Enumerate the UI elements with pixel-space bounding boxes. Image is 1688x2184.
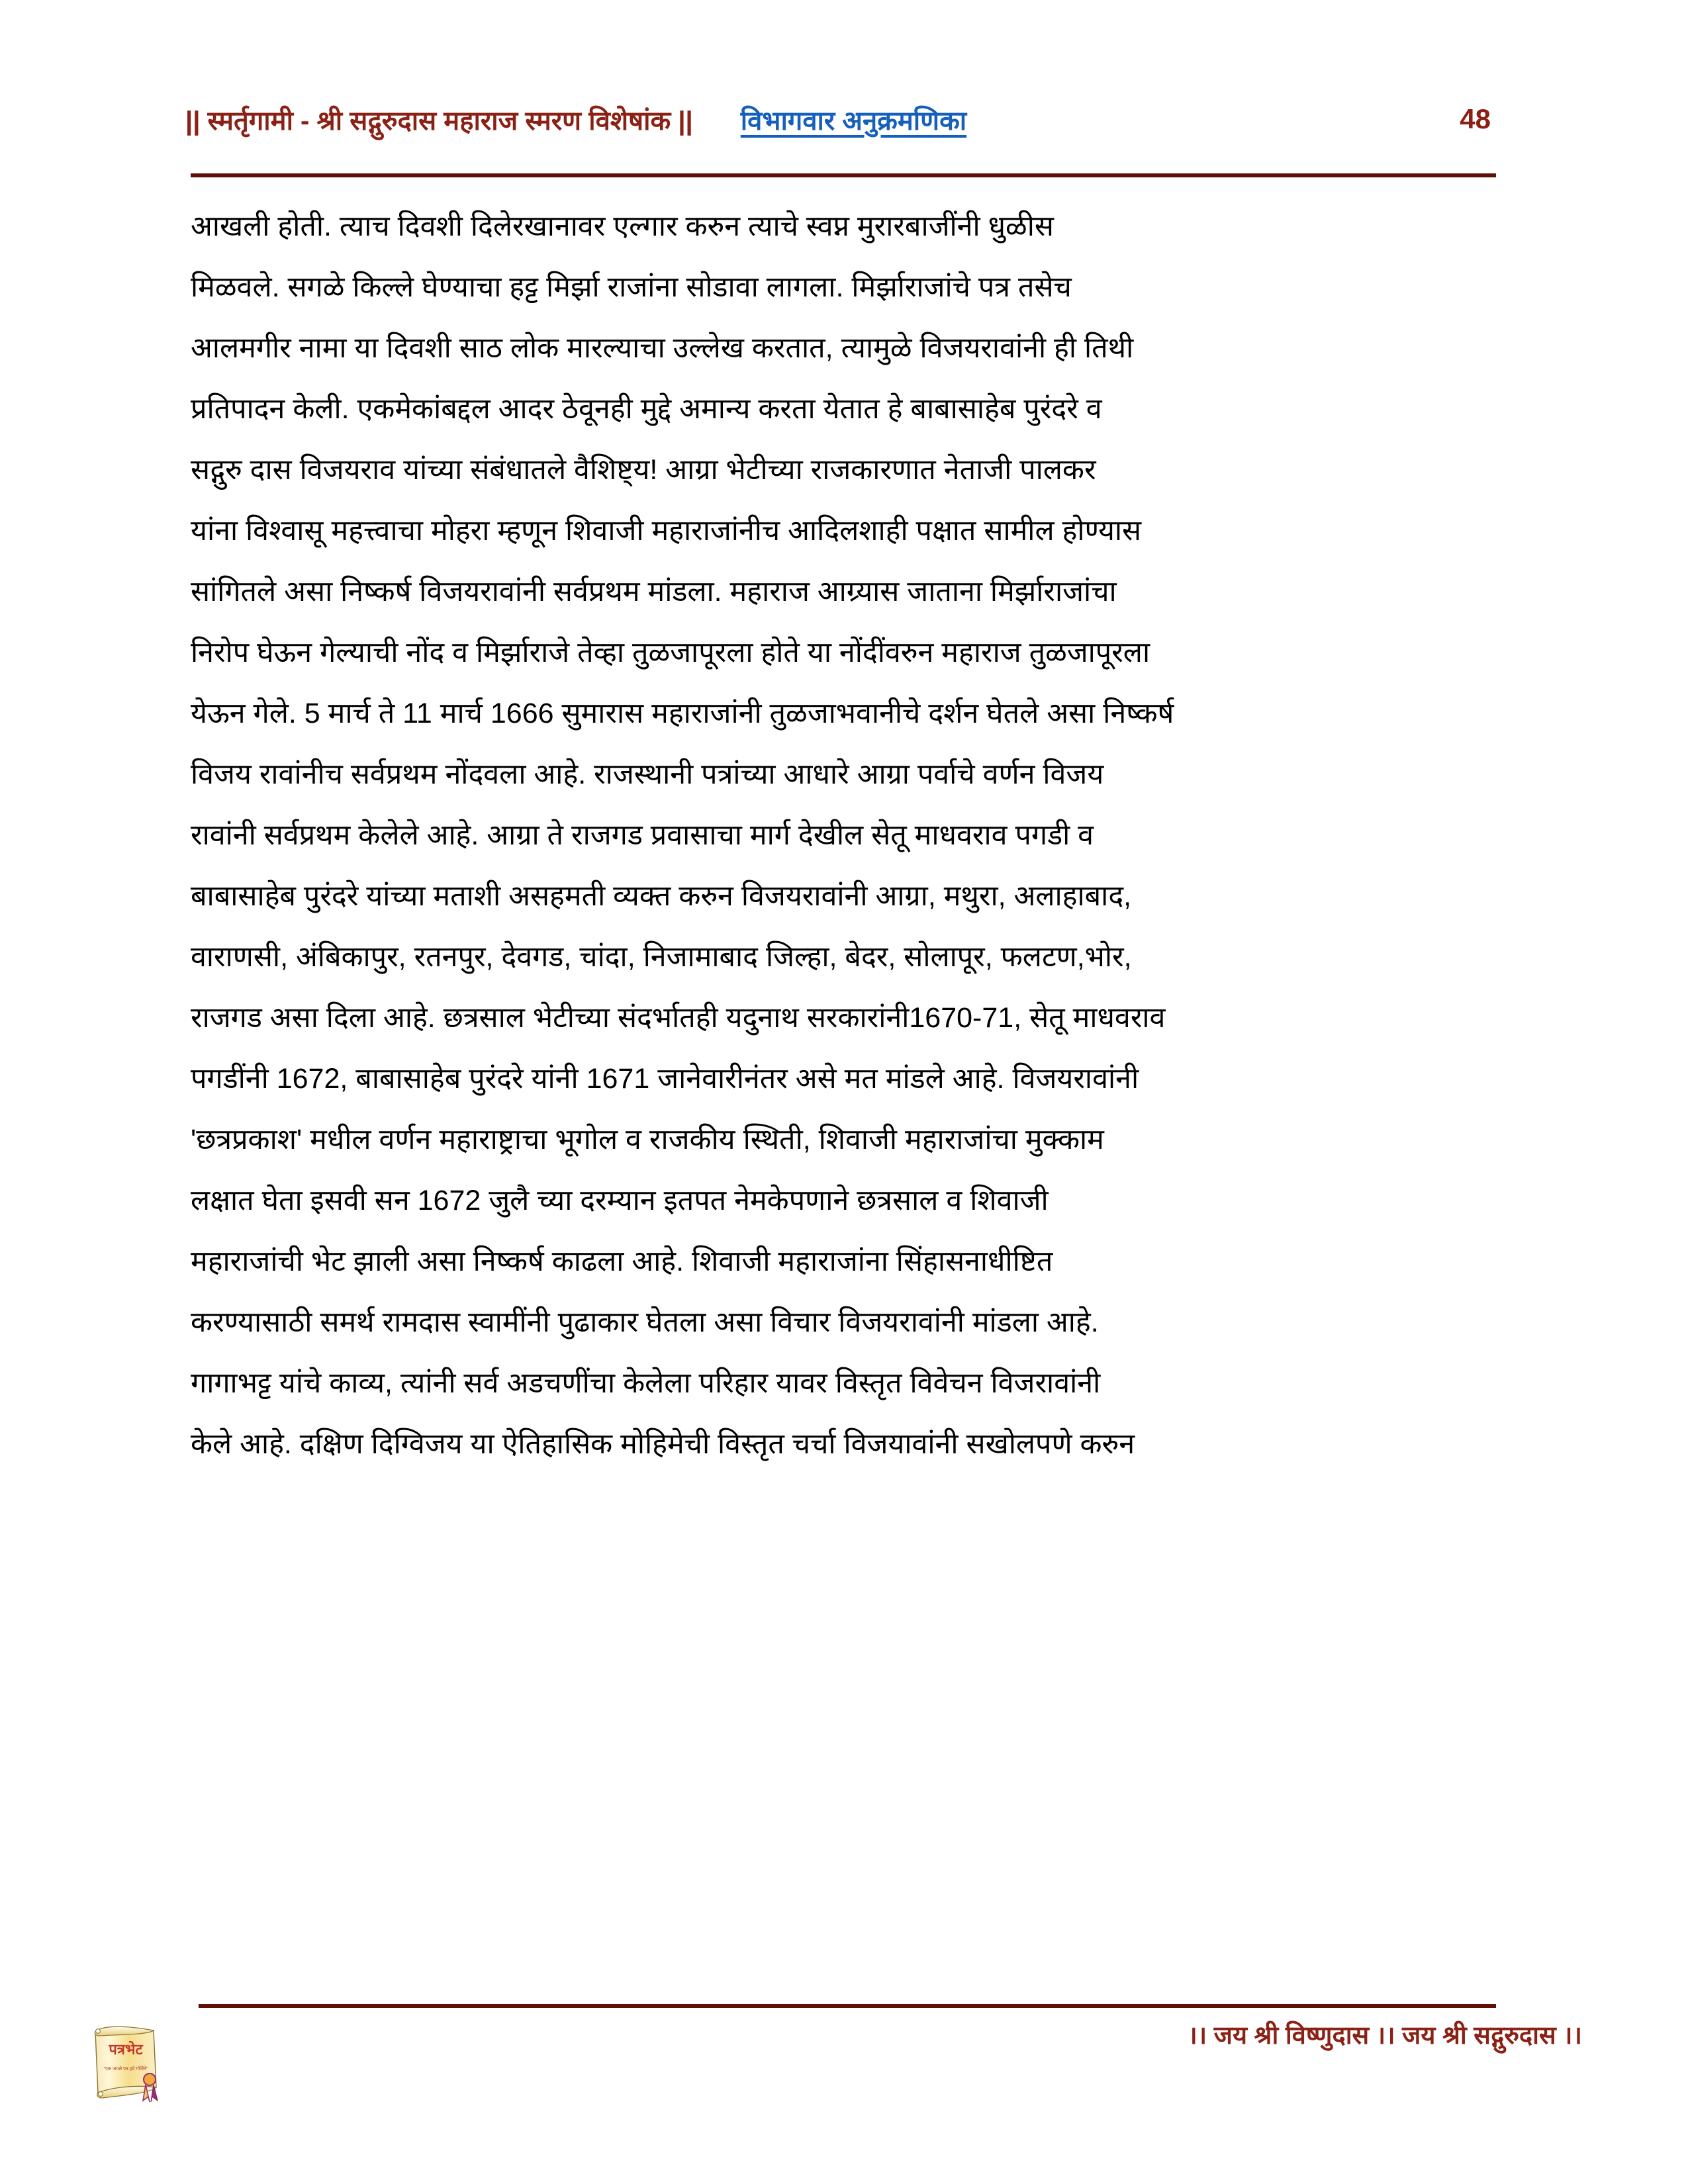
body-line: यांना विश्वासू महत्त्वाचा मोहरा म्हणून शिवाजी महाराजांनीच आदिलशाही पक्षात सामील होण्यास: [191, 515, 1142, 547]
ribbon-rosette-icon: [144, 2073, 156, 2085]
patrabhet-scroll-logo: [85, 2024, 172, 2123]
scroll-curl-end: [96, 2029, 101, 2034]
header-title: || स्मर्तृगामी - श्री सद्गुरुदास महाराज स्मरण विशेषांक ||: [185, 106, 693, 136]
body-line: मिळवले. सगळे किल्ले घेण्याचा हट्ट मिर्झा राजांना सोडावा लागला. मिर्झाराजांचे पत्र तसेच: [191, 271, 1072, 303]
body-line: 'छत्रप्रकाश' मधील वर्णन महाराष्ट्राचा भूगोल व राजकीय स्थिती, शिवाजी महाराजांचा मुक्काम: [191, 1124, 1104, 1156]
logo-tagline: "एक जपले पत्र हवे गोजिरे": [103, 2067, 148, 2071]
body-line: रावांनी सर्वप्रथम केलेले आहे. आग्रा ते राजगड प्रवासाचा मार्ग देखील सेतू माधवराव पगडी व: [191, 819, 1094, 851]
body-line: येऊन गेले. 5 मार्च ते 11 मार्च 1666 सुमारास महाराजांनी तुळजाभवानीचे दर्शन घेतले असा निष्कर्ष: [191, 698, 1174, 729]
body-line: केले आहे. दक्षिण दिग्विजय या ऐतिहासिक मोहिमेची विस्तृत चर्चा विजयावांनी सखोलपणे करुन: [191, 1428, 1135, 1460]
header-divider: [191, 173, 1496, 177]
body-line: आलमगीर नामा या दिवशी साठ लोक मारल्याचा उल्लेख करतात, त्यामुळे विजयरावांनी ही तिथी: [191, 332, 1134, 364]
scroll-curl-end-bottom: [99, 2092, 103, 2097]
body-line: निरोप घेऊन गेल्याची नोंद व मिर्झाराजे तेव्हा तुळजापूरला होते या नोंदींवरुन महाराज तुळजापूरला: [191, 637, 1150, 668]
body-line: गागाभट्ट यांचे काव्य, त्यांनी सर्व अडचणींचा केलेला परिहार यावर विस्तृत विवेचन विजरावांनी: [191, 1367, 1101, 1399]
page-header: [185, 93, 1503, 146]
body-line: राजगड असा दिला आहे. छत्रसाल भेटीच्या संदर्भातही यदुनाथ सरकारांनी1670-71, सेतू माधवराव: [191, 1002, 1166, 1034]
page-number: 48: [1460, 103, 1491, 134]
body-line: सांगितले असा निष्कर्ष विजयरावांनी सर्वप्रथम मांडला. महाराज आग्र्यास जाताना मिर्झाराजांचा: [191, 576, 1117, 608]
body-line: पगडींनी 1672, बाबासाहेब पुरंदरे यांनी 1671 जानेवारीनंतर असे मत मांडले आहे. विजयरावांनी: [191, 1063, 1139, 1095]
body-line: विजय रावांनीच सर्वप्रथम नोंदवला आहे. राजस्थानी पत्रांच्या आधारे आग्रा पर्वाचे वर्णन विजय: [191, 758, 1104, 790]
body-line: करण्यासाठी समर्थ रामदास स्वामींनी पुढाकार घेतला असा विचार विजयरावांनी मांडला आहे.: [191, 1306, 1099, 1338]
body-line: प्रतिपादन केली. एकमेकांबद्दल आदर ठेवूनही मुद्दे अमान्य करता येतात हे बाबासाहेब पुरंदरे व: [191, 393, 1102, 425]
footer-blessing: ।। जय श्री विष्णुदास ।। जय श्री सद्गुरुदास ।।: [1188, 2022, 1582, 2050]
body-line: आखली होती. त्याच दिवशी दिलेरखानावर एल्गार करुन त्याचे स्वप्न मुरारबाजींनी धुळीस: [191, 210, 1054, 242]
body-line: महाराजांची भेट झाली असा निष्कर्ष काढला आहे. शिवाजी महाराजांना सिंहासनाधीष्टित: [191, 1246, 1053, 1277]
body-text-block: [191, 196, 1501, 1475]
body-line: लक्षात घेता इसवी सन 1672 जुलै च्या दरम्यान इतपत नेमकेपणाने छत्रसाल व शिवाजी: [191, 1185, 1049, 1216]
scroll-icon: [85, 2024, 172, 2123]
body-line: सद्गुरु दास विजयराव यांच्या संबंधातले वैशिष्ट्य! आग्रा भेटीच्या राजकारणात नेताजी पालकर: [191, 454, 1096, 486]
toc-link[interactable]: विभागवार अनुक्रमणिका: [740, 106, 967, 136]
logo-label: पत्रभेट: [109, 2041, 143, 2058]
body-line: वाराणसी, अंबिकापुर, रतनपुर, देवगड, चांदा, निजामाबाद जिल्हा, बेदर, सोलापूर, फलटण,भोर,: [191, 941, 1132, 973]
footer-divider: [199, 2004, 1496, 2008]
body-line: बाबासाहेब पुरंदरे यांच्या मताशी असहमती व्यक्त करुन विजयरावांनी आग्रा, मथुरा, अलाहाबाद,: [191, 880, 1132, 912]
